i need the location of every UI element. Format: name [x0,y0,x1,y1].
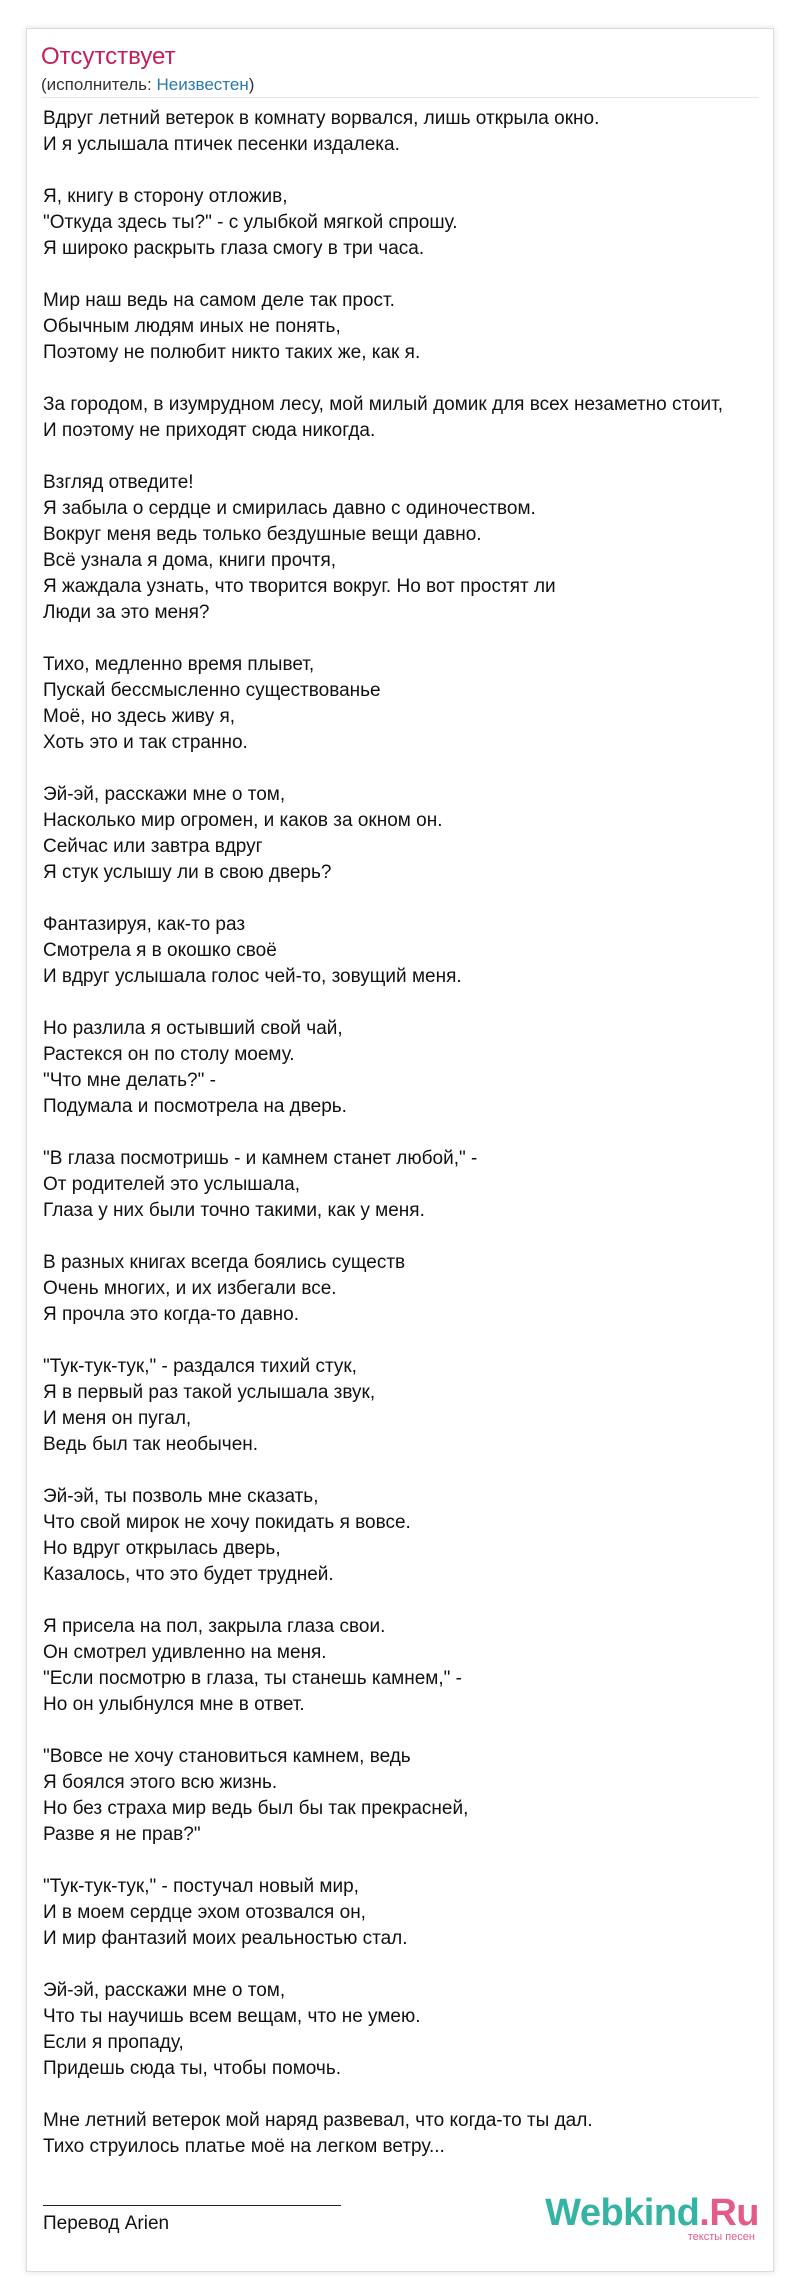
lyrics-line: Мир наш ведь на самом деле так прост. [43,290,395,311]
lyrics-line: Тихо, медленно время плывет, [43,654,315,675]
logo-suffix: .Ru [699,2192,759,2234]
lyrics-line: Я забыла о сердце и смирилась давно с одиночеством. [43,498,536,519]
lyrics-line: От родителей это услышала, [43,1174,301,1195]
lyrics-line: Я присела на пол, закрыла глаза свои. [43,1616,386,1637]
lyrics-stanza [43,470,763,626]
lyrics-stanza [43,288,763,366]
title-divider [41,97,759,98]
lyrics-stanza [43,652,763,756]
lyrics-line: Поэтому не полюбит никто таких же, как я. [43,342,421,363]
lyrics-stanza [43,912,763,990]
lyrics-line: Пускай бессмысленно существованье [43,680,381,701]
lyrics-line: Я в первый раз такой услышала звук, [43,1382,376,1403]
lyrics-stanza [43,782,763,886]
lyrics-line: И меня он пугал, [43,1408,192,1429]
lyrics-line: И в моем сердце эхом отозвался он, [43,1902,366,1923]
lyrics-line: "Тук-тук-тук," - раздался тихий стук, [43,1356,357,1377]
performer-link[interactable]: Неизвестен [156,75,249,94]
lyrics-line: Эй-эй, расскажи мне о том, [43,784,286,805]
lyrics-line: Если я пропаду, [43,2032,184,2053]
lyrics-line: Казалось, что это будет трудней. [43,1564,334,1585]
lyrics-line: Всё узнала я дома, книги прочтя, [43,550,337,571]
lyrics-stanza [43,1978,763,2082]
lyrics-line: Я боялся этого всю жизнь. [43,1772,278,1793]
lyrics-stanza [43,1874,763,1952]
lyrics-stanza [43,184,763,262]
lyrics-line: Придешь сюда ты, чтобы помочь. [43,2058,342,2079]
lyrics-stanza [43,1250,763,1328]
lyrics-line: Что ты научишь всем вещам, что не умею. [43,2006,421,2027]
lyrics-line: "Тук-тук-тук," - постучал новый мир, [43,1876,359,1897]
lyrics-line: Но он улыбнулся мне в ответ. [43,1694,305,1715]
lyrics-line: Эй-эй, ты позволь мне сказать, [43,1486,319,1507]
lyrics-line: Моё, но здесь живу я, [43,706,236,727]
lyrics-stanza [43,392,763,444]
lyrics-line: Тихо струилось платье моё на легком ветру... [43,2136,445,2157]
footer-divider [43,2205,341,2206]
lyrics-line: И поэтому не приходят сюда никогда. [43,420,376,441]
translator-credit: Перевод Arien [43,2213,170,2234]
lyrics-line: Вокруг меня ведь только бездушные вещи давно. [43,524,482,545]
lyrics-line: За городом, в изумрудном лесу, мой милый домик для всех незаметно стоит, [43,394,724,415]
lyrics-line: Сейчас или завтра вдруг [43,836,263,857]
lyrics-line: Я стук услышу ли в свою дверь? [43,862,332,883]
lyrics-stanza [43,106,763,158]
lyrics-line: Но разлила я остывший свой чай, [43,1018,343,1039]
lyrics-stanza [43,1354,763,1458]
lyrics-line: И я услышала птичек песенки издалека. [43,134,400,155]
lyrics-line: И вдруг услышала голос чей-то, зовущий меня. [43,966,462,987]
lyrics-line: Хоть это и так странно. [43,732,248,753]
lyrics-stanza [43,1016,763,1120]
lyrics-line: И мир фантазий моих реальностью стал. [43,1928,408,1949]
webkind-logo[interactable] [545,2193,759,2243]
lyrics-line: Я жаждала узнать, что творится вокруг. Но вот простят ли [43,576,556,597]
logo-main-text: Webkind [545,2192,700,2234]
lyrics-stanza [43,1146,763,1224]
lyrics-line: Что свой мирок не хочу покидать я вовсе. [43,1512,411,1533]
lyrics-line: "Что мне делать?" - [43,1070,216,1091]
lyrics-line: Фантазируя, как-то раз [43,914,246,935]
lyrics-line: Очень многих, и их избегали все. [43,1278,337,1299]
lyrics-line: В разных книгах всегда боялись существ [43,1252,406,1273]
lyrics-line: "Откуда здесь ты?" - с улыбкой мягкой спрошу. [43,212,458,233]
lyrics-line: Подумала и посмотрела на дверь. [43,1096,347,1117]
lyrics-line: Эй-эй, расскажи мне о том, [43,1980,286,2001]
lyrics-line: Вдруг летний ветерок в комнату ворвался, лишь открыла окно. [43,108,600,129]
lyrics-line: "Если посмотрю в глаза, ты станешь камнем," - [43,1668,462,1689]
performer-suffix: ) [248,75,255,94]
lyrics-text [43,106,763,2186]
lyrics-line: Но вдруг открылась дверь, [43,1538,281,1559]
lyrics-line: Мне летний ветерок мой наряд развевал, что когда-то ты дал. [43,2110,593,2131]
lyrics-line: "Вовсе не хочу становиться камнем, ведь [43,1746,411,1767]
lyrics-stanza [43,1484,763,1588]
lyrics-line: Смотрела я в окошко своё [43,940,277,961]
lyrics-card [26,28,774,2272]
lyrics-line: Взгляд отведите! [43,472,194,493]
performer-line [41,74,254,96]
lyrics-line: Я широко раскрыть глаза смогу в три часа. [43,238,425,259]
lyrics-stanza [43,1744,763,1848]
lyrics-line: Обычным людям иных не понять, [43,316,341,337]
lyrics-line: Глаза у них были точно такими, как у меня. [43,1200,425,1221]
logo-tagline: тексты песен [687,2231,755,2243]
lyrics-line: Я, книгу в сторону отложив, [43,186,288,207]
lyrics-line: Разве я не прав?" [43,1824,201,1845]
lyrics-line: Ведь был так необычен. [43,1434,259,1455]
lyrics-stanza [43,1614,763,1718]
lyrics-line: Но без страха мир ведь был бы так прекрасней, [43,1798,469,1819]
lyrics-line: Люди за это меня? [43,602,210,623]
lyrics-stanza [43,2108,763,2160]
lyrics-line: "В глаза посмотришь - и камнем станет любой," - [43,1148,478,1169]
song-title: Отсутствует [41,43,176,70]
logo-wordmark [545,2193,759,2233]
lyrics-line: Он смотрел удивленно на меня. [43,1642,327,1663]
performer-prefix: (исполнитель: [41,75,157,94]
lyrics-line: Насколько мир огромен, и каков за окном он. [43,810,443,831]
lyrics-line: Растекся он по столу моему. [43,1044,295,1065]
lyrics-line: Я прочла это когда-то давно. [43,1304,300,1325]
